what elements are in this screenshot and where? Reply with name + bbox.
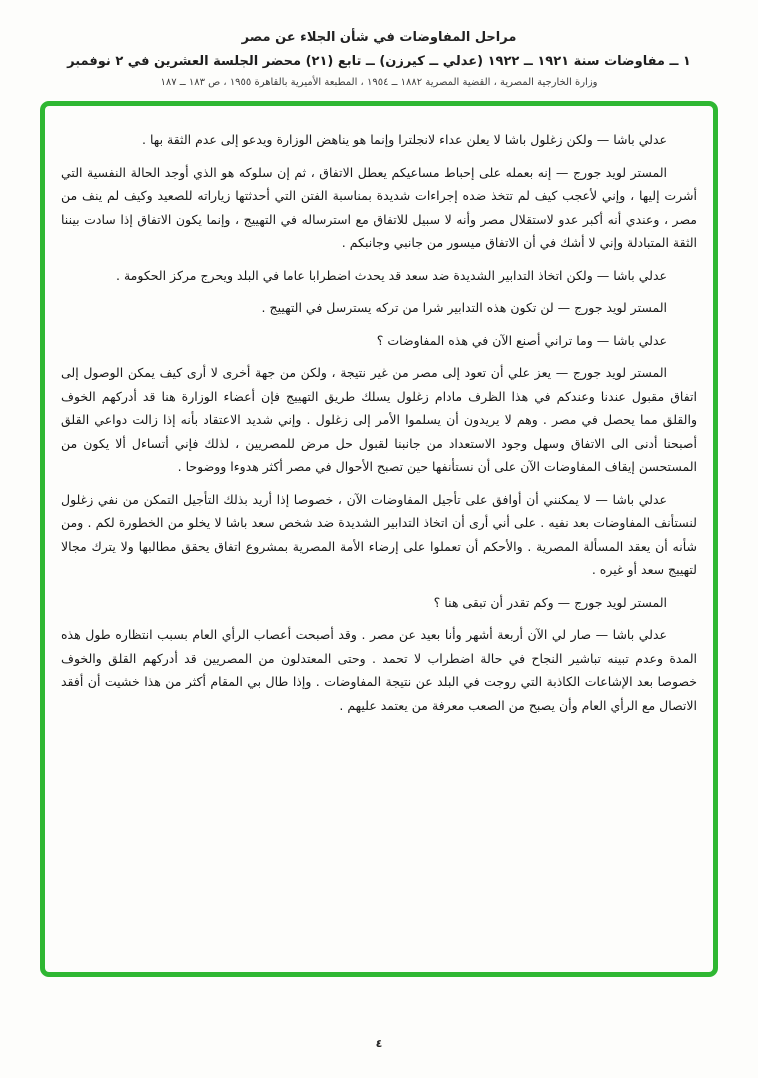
document-body bbox=[61, 128, 697, 717]
page-header bbox=[0, 0, 758, 88]
paragraph: عدلي باشا — لا يمكنني أن أوافق على تأجيل المفاوضات الآن ، خصوصا إذا أريد بذلك التأجيل التمكن من نفي زغلول لنستأنف المفاوضات بعد نفيه . على أني أرى أن اتخاذ التدابير الشديدة ضد شخص سعد باشا لا يخلو من الخطورة لكم . ومن شأنه أن يعقد المسألة المصرية . والأحكم أن تعملوا على إرضاء الأمة المصرية بمشروع اتفاق يحقق مطالبها ولا يترك مجالا لتهييج سعد أو غيره . bbox=[61, 491, 697, 577]
paragraph: المستر لويد جورج — إنه بعمله على إحباط مساعيكم يعطل الاتفاق ، ثم إن سلوكه هو الذي أوجد الحالة النفسية التي أشرت إليها ، وإني لأعجب كيف لم تتخذ ضده إجراءات شديدة بمناسبة الفتن التي أحدثتها زياراته للصعيد وكيف لم ينف من مصر ، وعندي أنه أكبر عدو لاستقلال مصر وأنه لا سبيل للاتفاق مع استرساله في التهييج ، وإنما يكون الاتفاق إذا سادت بيننا الثقة المتبادلة وإني لا أشك في أن الاتفاق ميسور من جانبي وجانبكم . bbox=[61, 164, 697, 250]
document-title: مراحل المفاوضات في شأن الجلاء عن مصر bbox=[241, 30, 517, 45]
paragraph: عدلي باشا — ولكن زغلول باشا لا يعلن عداء لانجلترا وإنما هو يناهض الوزارة ويدعو إلى عدم الثقة بها . bbox=[142, 132, 667, 147]
page-number: ٤ bbox=[375, 1037, 383, 1050]
paragraph: عدلي باشا — صار لي الآن أربعة أشهر وأنا بعيد عن مصر . وقد أصبحت أعصاب الرأي العام بسبب انتظاره طول هذه المدة وعدم تبينه تباشير النجاح في حالة اضطراب لا تحمد . وحتى المعتدلون من المصريين قد أدركهم القلق والخوف خصوصا بعد الإشاعات الكاذبة التي روجت في البلد عن نتيجة المفاوضات . وإذا طال بي المقام أكثر من هذا خشيت أن أفقد الاتصال مع الرأي العام وأن يصبح من الصعب معرفة من يعتمد عليهم . bbox=[61, 627, 697, 713]
paragraph: المستر لويد جورج — وكم تقدر أن تبقى هنا ؟ bbox=[433, 594, 667, 610]
paragraph: المستر لويد جورج — يعز علي أن تعود إلى مصر من غير نتيجة ، ولكن من جهة أخرى لا أرى كيف يمكن الوصول إلى اتفاق مقبول عندنا وعندكم في هذا الظرف مادام زغلول يسلك طريق التهييج فإن أعضاء الوزارة هنا قد أدركهم الخوف والقلق مما يحصل في مصر . وهم لا يريدون أن يسلموا الأمر إلى زغلول . وإني شديد الاعتقاد بأنه إذا زالت دواعي القلق أصبحنا أدنى الى الاتفاق وسهل وجود الاستعداد من جانبنا لقبول حل مرض للمصريين ، لذلك فإني أتساءل ألا يكون من المستحسن إيقاف المفاوضات الآن على أن نستأنفها حين تصبح الأحوال في مصر أكثر هدوءا ووضوحا . bbox=[61, 365, 697, 474]
document-subtitle: ١ ــ مفاوضات سنة ١٩٢١ ــ ١٩٢٢ (عدلي ــ كيرزن) ــ تابع (٢١) محضر الجلسة العشرين في ٢ نوفمبر bbox=[67, 54, 691, 69]
paragraph: المستر لويد جورج — لن تكون هذه التدابير شرا من تركه يسترسل في التهييج . bbox=[261, 300, 667, 315]
paragraph: عدلي باشا — وما تراني أصنع الآن في هذه المفاوضات ؟ bbox=[376, 332, 667, 348]
paragraph: عدلي باشا — ولكن اتخاذ التدابير الشديدة ضد سعد قد يحدث اضطرابا عاما في البلد ويحرج مركز الحكومة . bbox=[116, 267, 667, 283]
highlight-frame bbox=[40, 101, 718, 977]
document-source-citation: وزارة الخارجية المصرية ، القضية المصرية ١٨٨٢ ــ ١٩٥٤ ، المطبعة الأميرية بالقاهرة ١٩٥٥ ، ص ١٨٣ ــ ١٨٧ bbox=[160, 77, 598, 88]
